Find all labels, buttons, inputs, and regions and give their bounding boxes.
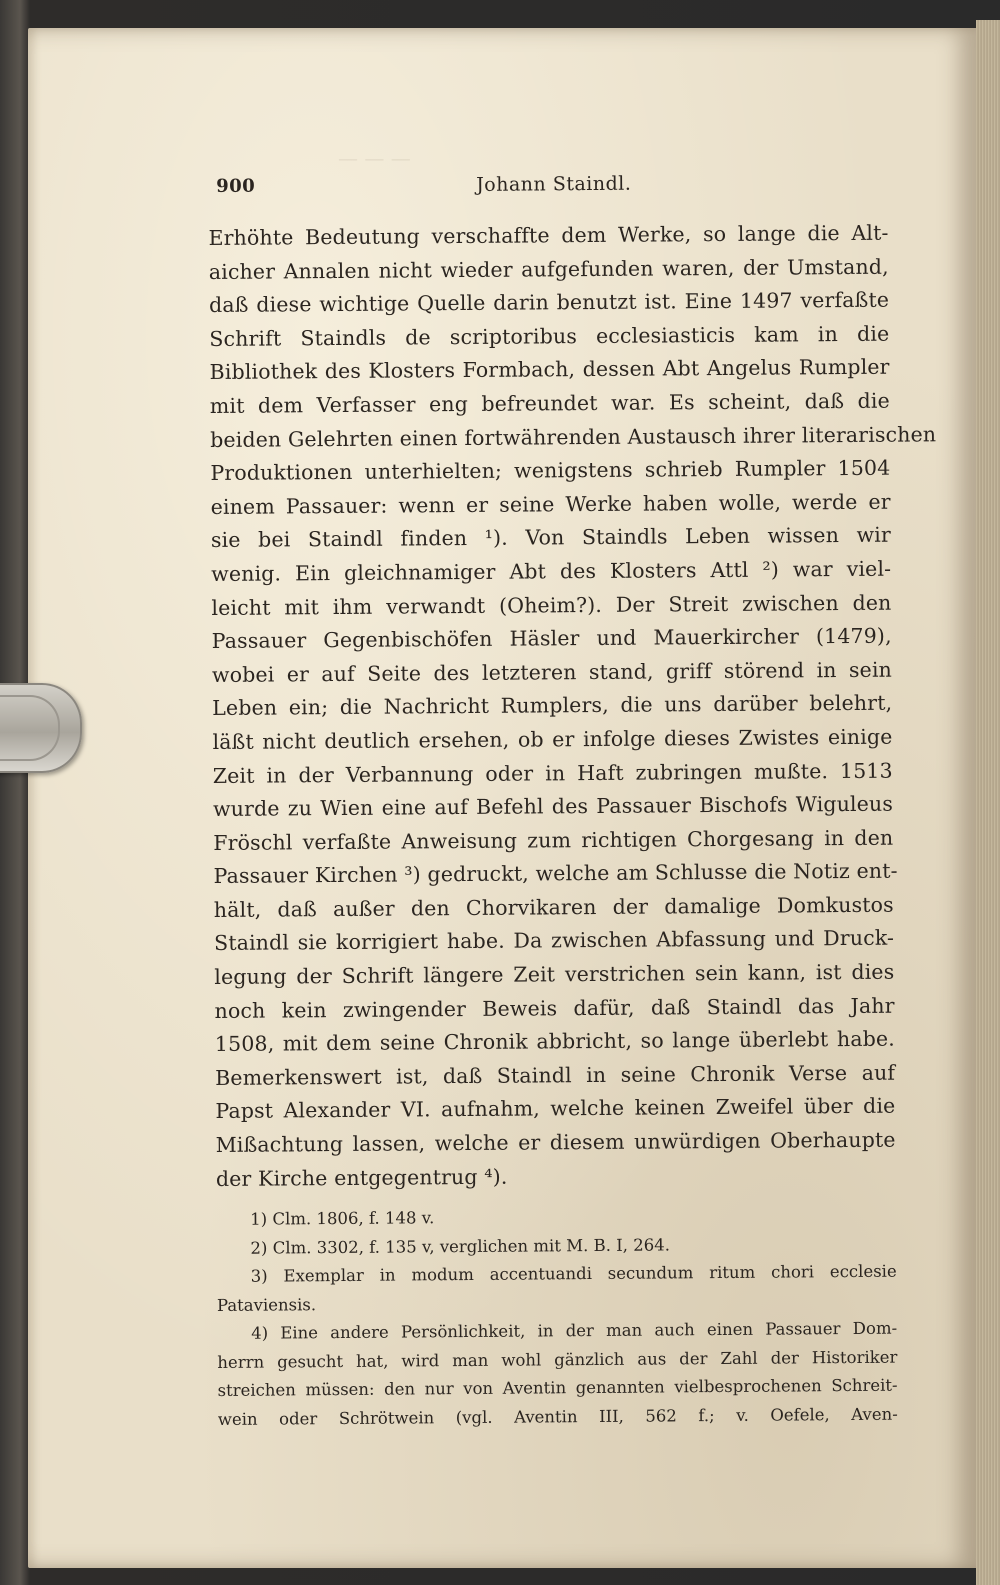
body-line: wurde zu Wien eine auf Befehl des Passauer Bischofs Wiguleus (212, 791, 894, 822)
page-edges (976, 20, 1000, 1585)
body-line: Passauer Kirchen ³) gedruckt, welche am Schlusse die Notiz ent- (213, 858, 898, 889)
page-text-block (208, 163, 937, 1435)
body-line: Leben ein; die Nachricht Rumplers, die uns darüber belehrt, (212, 690, 893, 721)
body-line: Erhöhte Bedeutung verschaffte dem Werke, so lange die Alt- (208, 220, 889, 250)
body-line: Staindl sie korrigiert habe. Da zwischen Abfassung und Druck- (213, 926, 895, 956)
footnote-4-continued: herrn gesucht hat, wird man wohl gänzlich aus der Zahl der Historiker (217, 1347, 898, 1372)
running-title: Johann Staindl. (476, 172, 632, 196)
body-line: wobei er auf Seite des letzteren stand, griff störend in sein (211, 657, 893, 687)
body-line: legung der Schrift längere Zeit verstrichen sein kann, ist dies (214, 959, 895, 990)
body-line: aicher Annalen nicht wieder aufgefunden waren, der Umstand, (208, 254, 889, 284)
footnote-4-continued: wein oder Schrötwein (vgl. Aventin III, 562 f.; v. Oefele, Aven- (217, 1404, 898, 1429)
body-line: Schrift Staindls de scriptoribus ecclesiasticis kam in die (209, 321, 890, 351)
body-line: daß diese wichtige Quelle darin benutzt ist. Eine 1497 verfaßte (208, 287, 890, 318)
body-line: Bemerkenswert ist, daß Staindl in seine Chronik Verse auf (215, 1060, 896, 1090)
body-line: leicht mit ihm verwandt (Oheim?). Der Streit zwischen den (211, 590, 892, 620)
body-line: wenig. Ein gleichnamiger Abt des Klosters Attl ²) war viel- (211, 556, 892, 586)
footnote-3-continued: Pataviensis. (216, 1294, 317, 1315)
footnote-3: 3) Exemplar in modum accentuandi secundum ritum chori ecclesie (250, 1261, 897, 1286)
show-through-text: — — — (338, 146, 411, 170)
body-line: hält, daß außer den Chorvikaren der damalige Domkustos (213, 892, 894, 922)
body-line: Papst Alexander VI. aufnahm, welche keinen Zweifel über die (215, 1094, 896, 1124)
body-line: einem Passauer: wenn er seine Werke haben wolle, werde er (210, 489, 891, 519)
body-text (208, 217, 937, 1197)
page-number: 900 (216, 175, 256, 197)
footnote-4: 4) Eine andere Persönlichkeit, in der man auch einen Passauer Dom- (251, 1318, 898, 1343)
footnotes (216, 1201, 898, 1434)
binder-clip (0, 683, 82, 773)
footnote-1: 1) Clm. 1806, f. 148 v. (250, 1208, 435, 1229)
body-line: Produktionen unterhielten; wenigstens schrieb Rumpler 1504 (210, 455, 891, 486)
body-line: der Kirche entgegentrug ⁴). (215, 1164, 508, 1191)
body-line: beiden Gelehrten einen fortwährenden Austausch ihrer literarischen (210, 421, 937, 452)
body-line: läßt nicht deutlich ersehen, ob er infolge dieses Zwistes einige (212, 724, 893, 754)
footnote-4-continued: streichen müssen: den nur von Aventin genannten vielbesprochenen Schreit- (217, 1375, 898, 1401)
binder-clip-loop (0, 695, 60, 761)
body-line: mit dem Verfasser eng befreundet war. Es scheint, daß die (209, 388, 890, 418)
footnote-2: 2) Clm. 3302, f. 135 v, verglichen mit M. B. I, 264. (250, 1235, 670, 1258)
body-line: Mißachtung lassen, welche er diesem unwürdigen Oberhaupte (215, 1127, 896, 1158)
body-line: noch kein zwingender Beweis dafür, daß Staindl das Jahr (214, 993, 895, 1023)
running-head (208, 163, 888, 204)
book-page (28, 28, 978, 1568)
body-line: Passauer Gegenbischöfen Häsler und Mauerkircher (1479), (211, 623, 892, 654)
body-line: Zeit in der Verbannung oder in Haft zubringen mußte. 1513 (212, 758, 893, 788)
body-line: sie bei Staindl finden ¹). Von Staindls Leben wissen wir (210, 522, 891, 553)
body-line: Fröschl verfaßte Anweisung zum richtigen Chorgesang in den (213, 825, 894, 855)
body-line: 1508, mit dem seine Chronik abbricht, so lange überlebt habe. (214, 1026, 895, 1057)
body-line: Bibliothek des Klosters Formbach, dessen Abt Angelus Rumpler (209, 355, 890, 385)
